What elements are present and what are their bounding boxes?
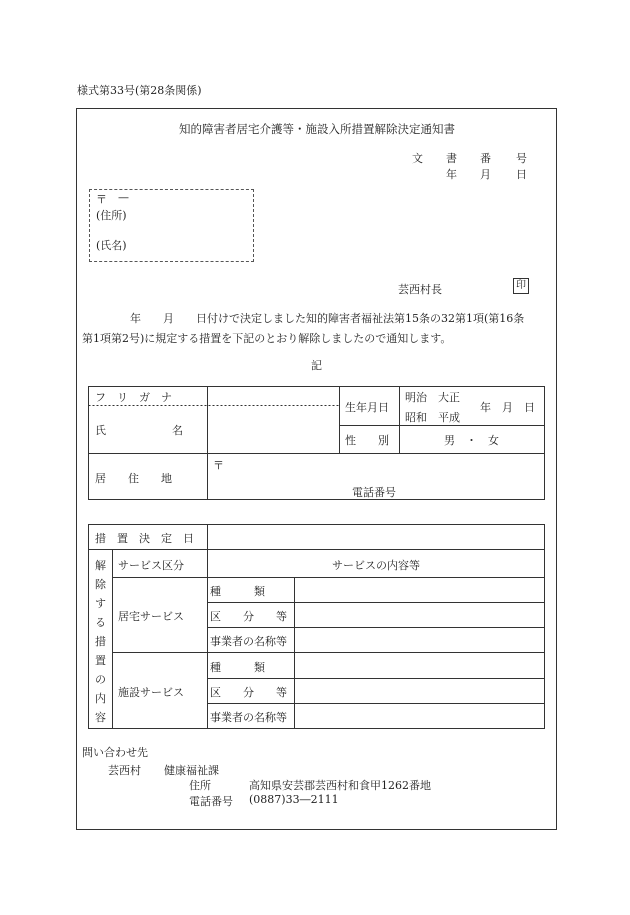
home-provider-label: 事業者の名称等 [210, 635, 287, 648]
era-line1: 明治 大正 [405, 391, 460, 404]
phone-label: 電話番号 [352, 486, 396, 499]
address-label: (住所) [96, 209, 127, 222]
furigana-label: フ リ ガ ナ [95, 391, 172, 404]
name-field-label: 氏 名 [95, 424, 183, 437]
facility-service-label: 施設サービス [118, 686, 184, 699]
home-division-label: 区 分 等 [210, 610, 287, 623]
postal-mark: 〒 [96, 193, 107, 206]
vertical-label-char: す [95, 597, 106, 610]
home-kind-label: 種 類 [210, 585, 265, 598]
doc-number-char: 文 [412, 152, 423, 165]
name-label: (氏名) [96, 239, 127, 252]
birthdate-ymd: 年 月 日 [480, 401, 535, 414]
date-year: 年 [446, 168, 457, 181]
birthdate-label: 生年月日 [345, 401, 389, 414]
body-text-line1: 年 月 日付けで決定しました知的障害者福祉法第15条の32第1項(第16条 [130, 312, 525, 325]
vertical-label-char: 容 [95, 711, 106, 724]
residence-label: 居 住 地 [95, 472, 172, 485]
contact-address-value: 高知県安芸郡芸西村和食甲1262番地 [249, 779, 431, 792]
sex-value: 男 ・ 女 [444, 434, 499, 447]
contact-address-label: 住所 [189, 779, 211, 792]
sex-label: 性 別 [345, 434, 389, 447]
vertical-label-char: 措 [95, 635, 106, 648]
vertical-label-char: 除 [95, 578, 106, 591]
vertical-label-char: 内 [95, 692, 106, 705]
form-id: 様式第33号(第28条関係) [77, 84, 202, 97]
decision-date-label: 措 置 決 定 日 [95, 532, 194, 545]
contact-phone-label: 電話番号 [189, 795, 233, 808]
service-category-header: サービス区分 [118, 559, 184, 572]
vertical-label-char: の [95, 673, 106, 686]
era-line2: 昭和 平成 [405, 411, 460, 424]
date-month: 月 [480, 168, 491, 181]
facility-division-label: 区 分 等 [210, 686, 287, 699]
vertical-label-char: 解 [95, 559, 106, 572]
contact-village: 芸西村 [108, 764, 141, 777]
date-day: 日 [516, 168, 527, 181]
body-text-line2: 第1項第2号)に規定する措置を下記のとおり解除しましたので通知します。 [82, 332, 452, 345]
doc-number-char: 書 [446, 152, 457, 165]
facility-kind-label: 種 類 [210, 661, 265, 674]
document-title: 知的障害者居宅介護等・施設入所措置解除決定通知書 [179, 122, 455, 136]
service-content-header: サービスの内容等 [332, 559, 420, 572]
postal-dash: — [118, 191, 129, 204]
ki-heading: 記 [311, 359, 322, 372]
doc-number-char: 番 [480, 152, 491, 165]
contact-department: 健康福祉課 [164, 764, 219, 777]
issuer: 芸西村長 [398, 283, 442, 296]
contact-phone-value: (0887)33―2111 [249, 793, 339, 806]
vertical-label-char: 置 [95, 654, 106, 667]
home-service-label: 居宅サービス [118, 610, 184, 623]
residence-postal-mark: 〒 [213, 459, 224, 472]
vertical-label-char: る [95, 616, 106, 629]
doc-number-char: 号 [516, 152, 527, 165]
contact-heading: 問い合わせ先 [82, 746, 148, 759]
facility-provider-label: 事業者の名称等 [210, 711, 287, 724]
seal-mark: 印 [513, 278, 529, 294]
